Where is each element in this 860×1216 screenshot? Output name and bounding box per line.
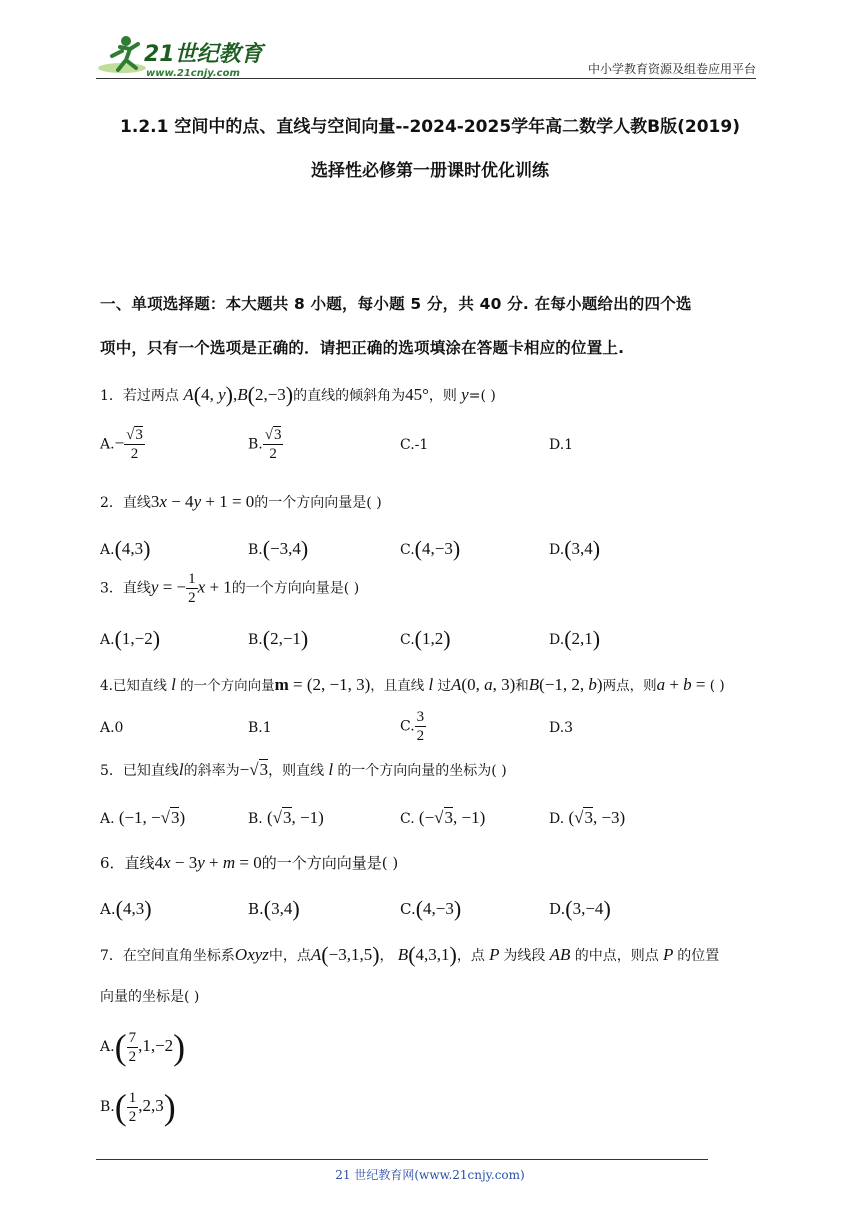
q3-option-c[interactable]: C.(1,2) bbox=[400, 626, 451, 651]
q1-option-c[interactable]: C.-1 bbox=[400, 437, 429, 453]
q3-option-b[interactable]: B.(2,−1) bbox=[248, 626, 309, 651]
q6-option-c[interactable]: C.(4,−3) bbox=[400, 896, 462, 921]
question-5: 5．已知直线l的斜率为−√3，则直线 l 的一个方向向量的坐标为( ) bbox=[100, 760, 507, 779]
q5-option-a[interactable]: A. (−1, −√3) bbox=[100, 808, 186, 827]
footer-divider bbox=[96, 1159, 708, 1160]
q6-option-d[interactable]: D.(3,−4) bbox=[549, 896, 611, 921]
doc-title-line1: 1.2.1 空间中的点、直线与空间向量--2024-2025学年高二数学人教B版(2019) bbox=[120, 117, 740, 137]
q2-option-c[interactable]: C.(4,−3) bbox=[400, 536, 461, 561]
section-heading-line1: 一、单项选择题：本大题共 8 小题，每小题 5 分，共 40 分. 在每小题给出的四个选 bbox=[100, 295, 692, 313]
question-6: 6．直线4x − 3y + m = 0的一个方向向量是( ) bbox=[100, 853, 399, 872]
section-heading-line2: 项中，只有一个选项是正确的．请把正确的选项填涂在答题卡相应的位置上. bbox=[100, 339, 625, 357]
question-7-line2: 向量的坐标是( ) bbox=[100, 989, 200, 1005]
q2-option-b[interactable]: B.(−3,4) bbox=[248, 536, 309, 561]
q2-option-d[interactable]: D.(3,4) bbox=[549, 536, 601, 561]
svg-text:www.21cnjy.com: www.21cnjy.com bbox=[146, 68, 240, 79]
q4-option-d[interactable]: D.3 bbox=[549, 720, 574, 736]
q5-option-c[interactable]: C. (−√3, −1) bbox=[400, 808, 486, 827]
question-4: 4.已知直线 l 的一个方向向量m = (2, −1, 3)，且直线 l 过A(0, a, 3)和B(−1, 2, b)两点，则a + b = ( ) bbox=[100, 675, 725, 694]
q5-option-b[interactable]: B. (√3, −1) bbox=[248, 808, 324, 827]
footer-link[interactable]: 21 世纪教育网(www.21cnjy.com) bbox=[335, 1168, 525, 1182]
header-divider bbox=[96, 78, 756, 79]
site-logo[interactable] bbox=[96, 34, 266, 80]
question-1: 1．若过两点 A(4, y),B(2,−3)的直线的倾斜角为45°，则 y=( ) bbox=[100, 382, 496, 407]
svg-text:21世纪教育: 21世纪教育 bbox=[144, 42, 263, 67]
q4-option-a[interactable]: A.0 bbox=[100, 720, 124, 736]
q3-option-d[interactable]: D.(2,1) bbox=[549, 626, 601, 651]
q2-option-a[interactable]: A.(4,3) bbox=[100, 536, 151, 561]
q1-option-a[interactable]: A.− $\frac{√3}{2}$ bbox=[100, 427, 143, 462]
q1-option-d[interactable]: D.1 bbox=[549, 437, 574, 453]
q4-option-b[interactable]: B.1 bbox=[248, 720, 272, 736]
q5-option-d[interactable]: D. (√3, −3) bbox=[549, 808, 626, 827]
q1-option-b[interactable]: B. $\frac{√3}{2}$ bbox=[248, 427, 282, 462]
q3-option-a[interactable]: A.(1,−2) bbox=[100, 626, 161, 651]
doc-title-line2: 选择性必修第一册课时优化训练 bbox=[311, 161, 549, 181]
question-7: 7．在空间直角坐标系Oxyz中，点A(−3,1,5)， B(4,3,1)，点 P 为线段 AB 的中点，则点 P 的位置 bbox=[100, 942, 720, 967]
q6-option-b[interactable]: B.(3,4) bbox=[248, 896, 300, 921]
q6-option-a[interactable]: A.(4,3) bbox=[100, 896, 152, 921]
q7-option-a[interactable]: A.( $\frac{7}{2}$ ,1,−2) bbox=[100, 1027, 186, 1067]
question-2: 2．直线3x − 4y + 1 = 0的一个方向向量是( ) bbox=[100, 492, 382, 511]
header-tagline: 中小学教育资源及组卷应用平台 bbox=[587, 62, 756, 76]
q4-option-c[interactable]: C. $\frac{3}{2}$ bbox=[400, 709, 425, 744]
question-3: 3．直线y = − $\frac{1}{2}$ x + 1的一个方向向量是( ) bbox=[100, 571, 360, 606]
q7-option-b[interactable]: B.( $\frac{1}{2}$ ,2,3) bbox=[100, 1087, 176, 1127]
